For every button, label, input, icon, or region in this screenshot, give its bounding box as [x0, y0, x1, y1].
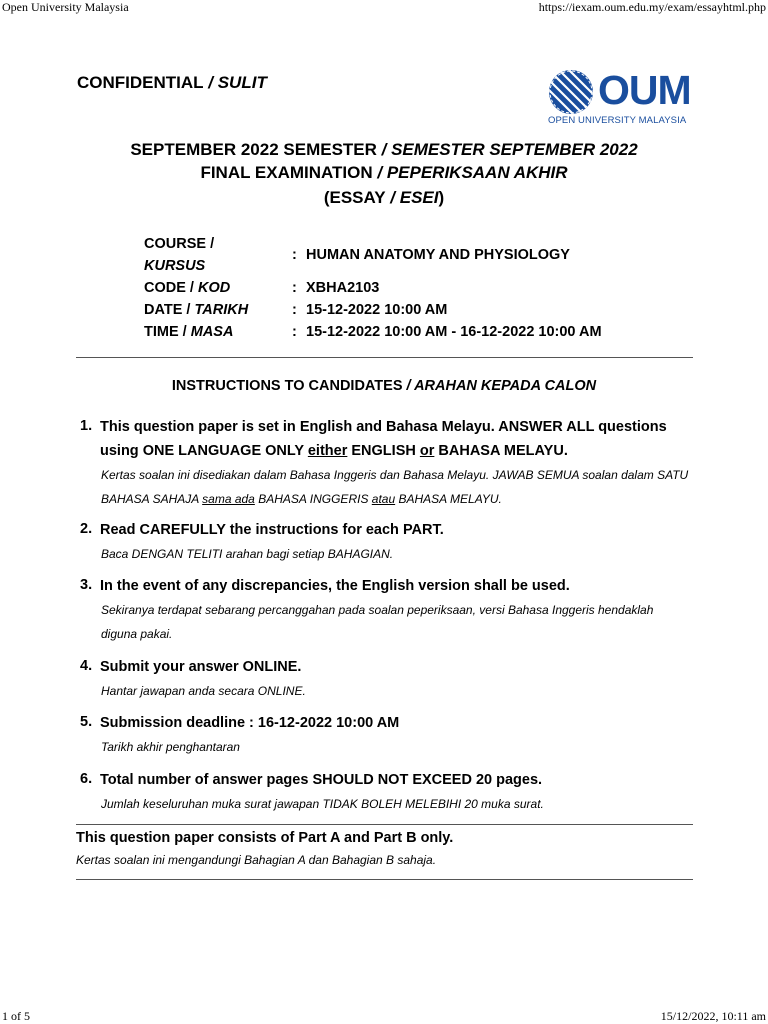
instruction-ms: Kertas soalan ini disediakan dalam Bahasa Inggeris dan Bahasa Melayu. JAWAB SEMUA soalan dalam SATU BAHASA SAHAJA sama ada BAHASA INGGERIS atau BAHASA MELAYU.: [101, 468, 689, 506]
code-label: CODE / KOD: [144, 280, 231, 296]
instruction-en: In the event of any discrepancies, the English version shall be used.: [100, 578, 570, 594]
instructions-heading: INSTRUCTIONS TO CANDIDATES / ARAHAN KEPADA CALON: [171, 378, 597, 394]
logo-subtitle: OPEN UNIVERSITY MALAYSIA: [548, 115, 687, 126]
time-label: TIME / MASA: [144, 324, 234, 340]
code-value: XBHA2103: [306, 280, 380, 296]
date-value: 15-12-2022 10:00 AM: [306, 302, 448, 318]
print-header: [0, 0, 768, 14]
course-label: COURSE / KURSUS: [144, 236, 215, 274]
print-url-link[interactable]: https://iexam.oum.edu.my/exam/essayhtml.php: [538, 0, 766, 14]
time-value: 15-12-2022 10:00 AM - 16-12-2022 10:00 AM: [306, 324, 602, 340]
instruction-en: Submission deadline : 16-12-2022 10:00 AM: [100, 715, 400, 731]
course-row: COURSE / KURSUS : HUMAN ANATOMY AND PHYSIOLOGY: [144, 233, 602, 277]
instruction-item-2: 2. Read CAREFULLY the instructions for each PART. Baca DENGAN TELITI arahan bagi setiap BAHAGIAN.: [80, 518, 690, 566]
page-indicator: 1 of 5: [2, 1009, 30, 1023]
instruction-en: Read CAREFULLY the instructions for each PART.: [100, 522, 444, 538]
instruction-item-5: 5. Submission deadline : 16-12-2022 10:00 AM Tarikh akhir penghantaran: [80, 711, 690, 759]
instruction-ms: Jumlah keseluruhan muka surat jawapan TIDAK BOLEH MELEBIHI 20 muka surat.: [101, 797, 544, 811]
time-row: TIME / MASA : 15-12-2022 10:00 AM - 16-12-2022 10:00 AM: [144, 321, 602, 343]
instruction-item-6: 6. Total number of answer pages SHOULD NOT EXCEED 20 pages. Jumlah keseluruhan muka surat jawapan TIDAK BOLEH MELEBIHI 20 muka surat.: [80, 768, 690, 816]
paper-summary: [76, 827, 453, 871]
date-label: DATE / TARIKH: [144, 302, 249, 318]
summary-en: This question paper consists of Part A and Part B only.: [76, 830, 454, 846]
logo-wordmark: OUM: [598, 67, 691, 113]
instruction-ms: Baca DENGAN TELITI arahan bagi setiap BAHAGIAN.: [101, 547, 394, 561]
instruction-item-3: 3. In the event of any discrepancies, the English version shall be used. Sekiranya terdapat sebarang percanggahan pada soalan peperiksaan, versi Bahasa Inggeris hendaklah diguna pakai.: [80, 574, 690, 646]
confidential-label-ms: SULIT: [217, 73, 267, 92]
confidential-label: CONFIDENTIAL / SULIT: [77, 73, 267, 92]
course-value: HUMAN ANATOMY AND PHYSIOLOGY: [306, 247, 570, 263]
print-timestamp: 15/12/2022, 10:11 am: [660, 1009, 766, 1023]
instruction-item-1: 1. This question paper is set in English and Bahasa Melayu. ANSWER ALL questions using ONE LANGUAGE ONLY either ENGLISH or BAHASA MELAYU. Kertas soalan ini disediakan dalam Bahasa Inggeris dan Bahasa Melayu. JAWAB SEMUA soalan dalam SATU BAHASA SAHAJA sama ada BAHASA INGGERIS atau BAHASA MELAYU.: [80, 415, 690, 511]
exam-title: FINAL EXAMINATION / PEPERIKSAAN AKHIR: [200, 163, 568, 182]
instruction-en: Submit your answer ONLINE.: [100, 659, 302, 675]
instruction-en: Total number of answer pages SHOULD NOT EXCEED 20 pages.: [100, 772, 543, 788]
instruction-ms: Hantar jawapan anda secara ONLINE.: [101, 684, 306, 698]
code-row: CODE / KOD : XBHA2103: [144, 277, 602, 299]
exam-type: (ESSAY / ESEI): [323, 188, 445, 207]
summary-ms: Kertas soalan ini mengandungi Bahagian A dan Bahagian B sahaja.: [76, 853, 437, 867]
instruction-ms: Sekiranya terdapat sebarang percanggahan pada soalan peperiksaan, versi Bahasa Inggeris hendaklah diguna pakai.: [101, 603, 654, 641]
course-info-table: [144, 233, 602, 343]
instruction-en: This question paper is set in English and Bahasa Melayu. ANSWER ALL questions using ONE LANGUAGE ONLY either ENGLISH or BAHASA MELAYU.: [100, 419, 667, 459]
oum-logo: [548, 69, 696, 129]
instruction-ms: Tarikh akhir penghantaran: [101, 740, 240, 754]
oum-globe-icon: [548, 69, 594, 115]
divider: [76, 824, 693, 825]
semester-title: SEPTEMBER 2022 SEMESTER / SEMESTER SEPTEMBER 2022: [130, 140, 638, 159]
divider: [76, 879, 693, 880]
divider: [76, 357, 693, 358]
print-site-title: Open University Malaysia: [2, 0, 129, 14]
print-footer: [0, 1009, 768, 1023]
instruction-item-4: 4. Submit your answer ONLINE. Hantar jawapan anda secara ONLINE.: [80, 655, 690, 703]
date-row: DATE / TARIKH : 15-12-2022 10:00 AM: [144, 299, 602, 321]
